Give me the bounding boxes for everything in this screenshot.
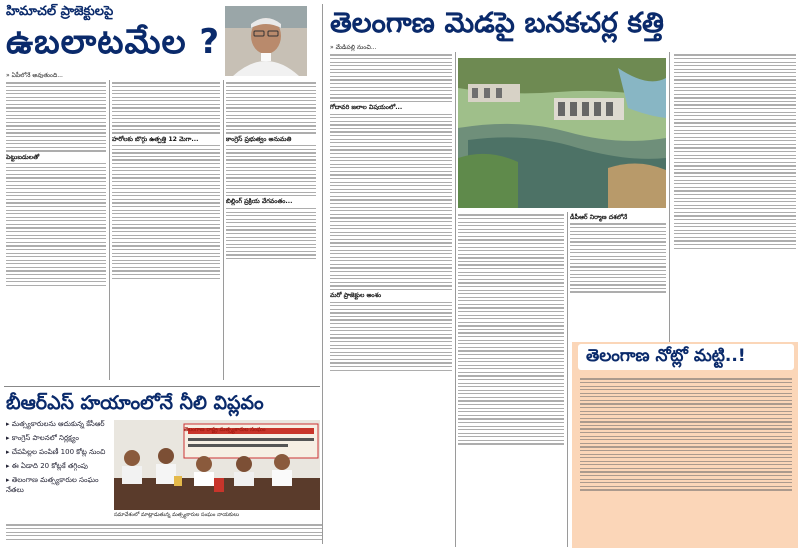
center-col-body-2 xyxy=(458,212,564,547)
right-box-headline: తెలంగాణ నోట్లో మట్టి..! xyxy=(586,346,746,366)
left-col-body-3 xyxy=(226,80,316,380)
right-box-body xyxy=(580,376,792,544)
left-story-headline: ఉబలాటమేల ? xyxy=(6,22,221,62)
left-subhead-c: కాంగ్రెస్ ప్రభుత్వం అనుమతి xyxy=(226,135,292,143)
column-rule xyxy=(567,212,568,547)
bullet-item: ▸ తెలంగాణ మత్స్యకారుల సంఘం నేతలు xyxy=(6,476,99,494)
column-rule xyxy=(669,52,670,342)
center-subhead-3: మరో ప్రాజెక్టుల అంశం xyxy=(330,292,382,300)
left-subhead-a: పెట్టుబడులతో xyxy=(6,153,40,161)
bullet-item: ▸ కాంగ్రెస్ పాలనలో నిర్లక్ష్యం xyxy=(6,434,79,442)
bottom-left-body xyxy=(6,522,322,548)
left-story-kicker: హిమాచల్ ప్రాజెక్టులపై xyxy=(6,4,114,19)
left-col-body-2 xyxy=(112,80,220,380)
section-divider xyxy=(4,386,320,387)
portrait-photo xyxy=(225,6,307,76)
press-meet-banner: తెలంగాణ రాష్ట్ర మత్స్యకారుల సంఘం xyxy=(184,427,266,433)
bullet-item: ▸ మత్స్యకారులను ఆదుకున్న కేసీఆర్ xyxy=(6,420,105,428)
column-rule xyxy=(322,4,323,544)
column-rule xyxy=(223,80,224,380)
center-col-body-3 xyxy=(570,212,666,332)
center-col-body-1 xyxy=(330,52,452,547)
left-col-body-1 xyxy=(6,80,106,380)
left-subhead-b: హరోలకు బొగ్గు ఉత్పత్తి 12 మెగా... xyxy=(112,135,199,143)
portrait-photo-svg xyxy=(225,6,307,76)
column-rule xyxy=(109,80,110,380)
center-story-headline: తెలంగాణ మెడపై బనకచర్ల కత్తి xyxy=(330,6,664,39)
bottom-left-headline: బీఆర్ఎస్ హయాంలోనే నీలి విప్లవం xyxy=(6,392,264,414)
left-story-byline-tag: » ఏపీలోనే అవుతుంది... xyxy=(6,72,63,79)
bullet-item: ▸ ఈ ఏడాది 20 కోట్లకే తగ్గింపు xyxy=(6,462,88,470)
column-rule xyxy=(455,52,456,547)
center-story-byline-tag: » మేడిపల్లి నుంచి... xyxy=(330,44,377,51)
left-subhead-d: బిల్లింగ్ ప్రక్రియ వేగవంతం... xyxy=(226,198,293,206)
dam-photo xyxy=(458,58,666,208)
center-subhead-2: డీపీఆర్ నిర్మాణ దశలోనే xyxy=(570,214,628,221)
bullet-list xyxy=(6,420,110,496)
press-meet-caption: సమావేశంలో మాట్లాడుతున్న మత్స్యకారుల సంఘం నాయకులు xyxy=(114,512,240,518)
center-subhead-1: గోదావరి జలాల విషయంలో... xyxy=(330,104,403,112)
right-col-body-1 xyxy=(674,52,796,342)
bullet-item: ▸ చేపపిల్లల పంపిణీ 100 కోట్ల నుంచి xyxy=(6,448,106,456)
dam-photo-svg xyxy=(458,58,666,208)
